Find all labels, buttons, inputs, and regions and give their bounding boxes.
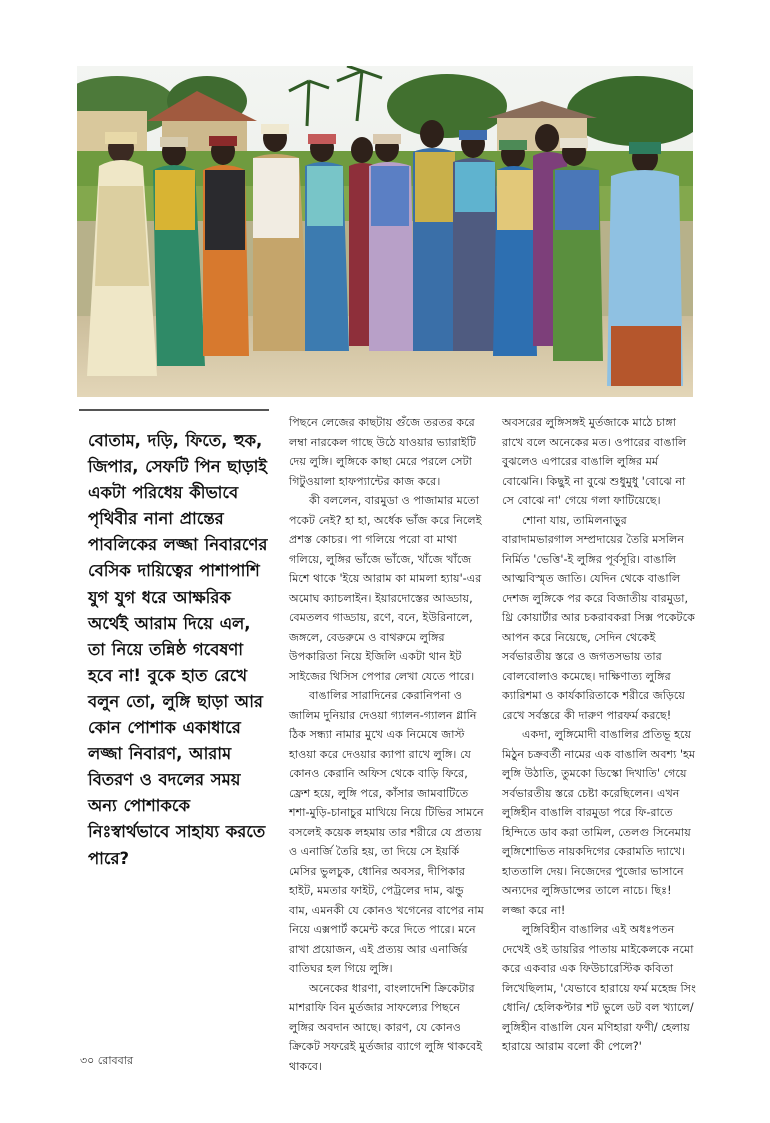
page-footer: ৩০ রোববার [80, 1054, 133, 1067]
paragraph: কী বললেন, বারমুডা ও পাজামার মতো পকেট নেই? হা হা, অর্ধেক ভাঁজ করে নিলেই প্রশস্ত কোচর। পা গলিয়ে পরো বা মাথা গলিয়ে, লুঙ্গির ভাঁজে ভাঁজে, খাঁজে খাঁজে মিশে থাকে 'ইয়ে আরাম কা মামলা হ্যায়'-এর অমোঘ ক্যাচলাইন। ইয়ারদোস্তের আড্ডায়, বেমতলব গাড্ডায়, রণে, বনে, ইউরিনালে, জঙ্গলে, বেডরুমে ও বাথরুমে লুঙ্গির উপকারিতা নিয়ে ইজিলি একটা থান ইট সাইজের থিসিস পেপার লেখা যেতে পারে। [289, 494, 482, 683]
paragraph: শোনা যায়, তামিলনাড়ুর বারাদামভারগাল সম্প্রদায়ের তৈরি মসলিন নির্মিত 'ভেত্তি'-ই লুঙ্গির পূর্বসূরি। বাঙালি আত্মবিস্মৃত জাতি। যেদিন থেকে বাঙালি দেশজ লুঙ্গিকে পর করে বিজাতীয় বারমুডা, থ্রি কোয়ার্টার আর চকরাবকরা সিক্স পকেটকে আপন করে নিয়েছে, সেদিন থেকেই সর্বভারতীয় স্তরে ও জগতসভায় তার বোলবোলাও কমেছে। দাক্ষিণাত্য লুঙ্গির ক্যারিশমা ও কার্যকারিতাকে শরীরে জড়িয়ে রেখে সর্বস্তরে কী দারুণ পারফর্ম করছে! [502, 513, 695, 722]
paragraph: বাঙালির সারাদিনের কেরানিপনা ও জালিম দুনিয়ার দেওয়া গ্যালন-গ্যালন গ্লানি ঠিক সন্ধ্যা নামার মুখে এক নিমেষে জাস্ট হাওয়া করে দেওয়ার ক্যাপা রাখে লুঙ্গি। যে কোনও কেরানি অফিস থেকে বাড়ি ফিরে, ফ্রেশ হয়ে, লুঙ্গি পরে, কাঁসার জামবাটিতে শশা-মুড়ি-চানাচুর মাখিয়ে নিয়ে টিভির সামনে বসলেই কয়েক লহমায় তার শরীরে যে প্রত্যয় ও এনার্জি তৈরি হয়, তা দিয়ে সে ইয়র্কি মেসির ভুলচুক, ধোনির অবসর, দীপিকার হাইট, মমতার ফাইট, পেট্রলের দাম, ঝন্ডু বাম, এমনকী যে কোনও খগেনের বাপের নাম নিয়ে এক্সপার্ট কমেন্ট করে দিতে পারে। মনে রাখা প্রয়োজন, এই প্রত্যয় আর এনার্জির বাতিঘর হল গিয়ে লুঙ্গি। [289, 689, 484, 975]
article-column-2 [502, 413, 697, 1057]
pull-quote: বোতাম, দড়ি, ফিতে, হুক, জিপার, সেফটি পিন ছাড়াই একটা পরিধেয় কীভাবে পৃথিবীর নানা প্রান্তের পাবলিকের লজ্জা নিবারণের বেসিক দায়িত্বের পাশাপাশি যুগ যুগ ধরে আক্ষরিক অর্থেই আরাম দিয়ে এল, তা নিয়ে তন্নিষ্ঠ গবেষণা হবে না! বুকে হাত রেখে বলুন তো, লুঙ্গি ছাড়া আর কোন পোশাক একাধারে লজ্জা নিবারণ, আরাম বিতরণ ও বদলের সময় অন্য পোশাককে নিঃস্বার্থভাবে সাহায্য করতে পারে? [88, 431, 268, 868]
group-photo [77, 66, 693, 397]
paragraph: পিছনে লেজের কাছটায় গুঁজে তরতর করে লম্বা নারকেল গাছে উঠে যাওয়ার ভ্যারাইটি দেয় লুঙ্গি। লুঙ্গিকে কাছা মেরে পরলে সেটা গিটুওয়ালা হাফপ্যান্টের কাজ করে। [289, 416, 476, 488]
paragraph: একদা, লুঙ্গিমোদী বাঙালির প্রতিভূ হয়ে মিঠুন চক্রবর্তী নামের এক বাঙালি অবশ্য 'হম লুঙ্গি উঠাতি, তুমকো ডিস্কো দিখাতি' গেয়ে সর্বভারতীয় স্তরে চেষ্টা করেছিলেন। এখন লুঙ্গিহীন বাঙালি বারমুডা পরে ফি-রাতে হিন্দিতে ডাব করা তামিল, তেলগু সিনেমায় লুঙ্গিশোভিত নায়কদিগের কেরামতি দ্যাখে। হাততালি দেয়। নিজেদের পুজোর ভাসানে অন্যদের লুঙ্গিডান্সের তালে নাচে। ছিঃ! লজ্জা করে না! [502, 728, 696, 917]
article-column-1 [289, 413, 484, 1076]
paragraph: অবসরের লুঙ্গিসঙ্গই মুর্তজাকে মাঠে চাঙ্গা রাখে বলে অনেকের মত। ওপারের বাঙালি বুঝলেও এপারের বাঙালি লুঙ্গির মর্ম বোঝেনি। কিছুই না বুঝে শুধুমুধু 'বোঝে না সে বোঝে না' গেয়ে গলা ফাটিয়েছে। [502, 416, 687, 507]
paragraph: অনেকের ধারণা, বাংলাদেশি ক্রিকেটার মাশরাফি বিন মুর্তজার সাফল্যের পিছনে লুঙ্গির অবদান আছে। কারণ, যে কোনও ক্রিকেট সফরেই মুর্তজার ব্যাগে লুঙ্গি থাকবেই থাকবে। [289, 981, 483, 1073]
paragraph: লুঙ্গিবিহীন বাঙালির এই অধঃপতন দেখেই ওই ডায়রির পাতায় মাইকেলকে নমো করে একবার এক ফিউচারেস্টিক কবিতা লিখেছিলাম, 'যেভাবে হারায়ে ফর্ম মহেন্দ্র সিং ধোনি/ হেলিকপ্টার শট ভুলে ডট বল খ্যালে/ লুঙ্গিহীন বাঙালি যেন মণিহারা ফণী/ হেলায় হারায়ে আরাম বলো কী পেলে?' [502, 923, 696, 1053]
divider-rule [79, 409, 269, 411]
